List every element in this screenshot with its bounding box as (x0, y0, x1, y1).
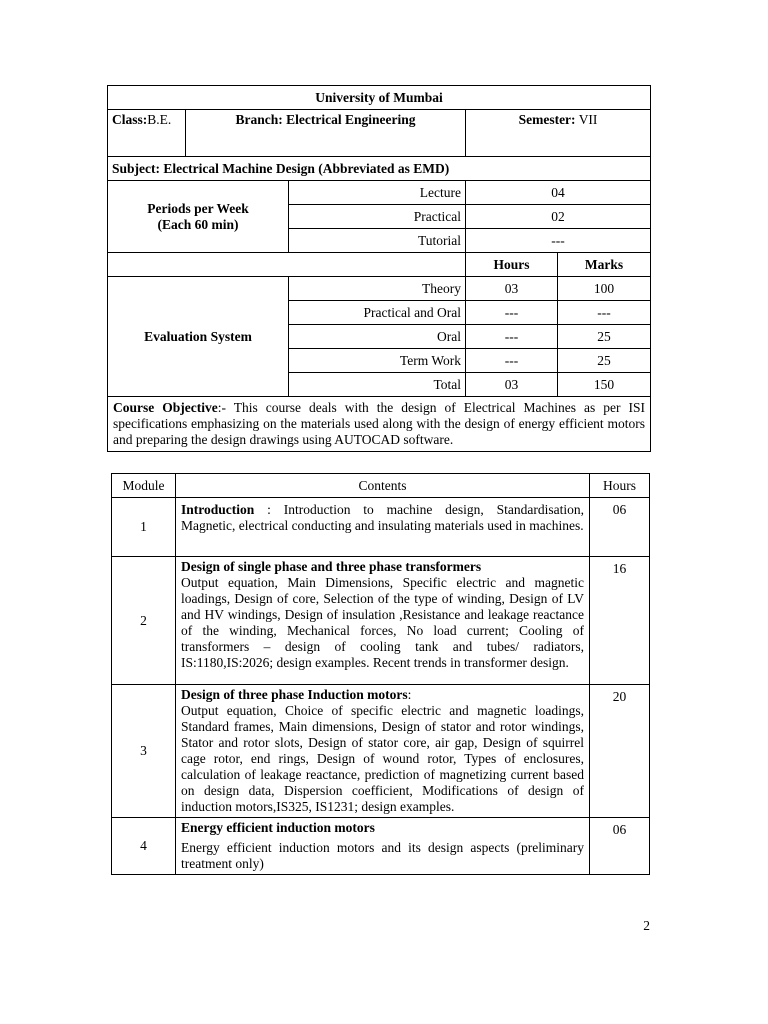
module-content: Energy efficient induction motors Energy efficient induction motors and its design aspects (preliminary treatment only) (176, 818, 590, 875)
module-header: Module (112, 474, 176, 498)
evaluation-hours: --- (466, 349, 558, 373)
evaluation-item: Term Work (289, 349, 466, 373)
hours-header: Hours (590, 474, 650, 498)
page-number: 2 (643, 918, 650, 933)
period-name: Lecture (289, 181, 466, 205)
university-title: University of Mumbai (108, 86, 651, 110)
module-hours: 20 (590, 685, 650, 818)
evaluation-hours: --- (466, 301, 558, 325)
evaluation-item: Total (289, 373, 466, 397)
module-hours: 16 (590, 557, 650, 685)
period-name: Tutorial (289, 229, 466, 253)
subject-title: Subject: Electrical Machine Design (Abbreviated as EMD) (108, 157, 651, 181)
evaluation-hours: --- (466, 325, 558, 349)
evaluation-hours: 03 (466, 277, 558, 301)
evaluation-marks: 25 (558, 349, 651, 373)
periods-label: Periods per Week (Each 60 min) (108, 181, 289, 253)
table-row (112, 818, 650, 875)
module-number: 2 (112, 557, 176, 685)
module-number: 4 (112, 818, 176, 875)
module-content: Introduction : Introduction to machine design, Standardisation, Magnetic, electrical conducting and insulating materials used in machines. (176, 498, 590, 557)
table-row (112, 498, 650, 557)
evaluation-hours: 03 (466, 373, 558, 397)
evaluation-header-blank (108, 253, 466, 277)
contents-header: Contents (176, 474, 590, 498)
course-objective: Course Objective:- This course deals with the design of Electrical Machines as per ISI specifications emphasizing on the materials used along with the design of energy efficient motors and preparing the design drawings using AUTOCAD software. (108, 397, 651, 452)
module-content: Design of single phase and three phase transformers Output equation, Main Dimensions, Specific electric and magnetic loadings, Design of core, Selection of the type of winding, Design of LV and HV windings, Design of insulation ,Resistance and leakage reactance of the winding, Mechanical forces, No load current; Cooling of transformers – design of cooling tank and tubes/ radiators, IS:1180,IS:2026; design examples. Recent trends in transformer design. (176, 557, 590, 685)
period-value: 02 (466, 205, 651, 229)
module-hours: 06 (590, 498, 650, 557)
evaluation-marks: 100 (558, 277, 651, 301)
evaluation-item: Theory (289, 277, 466, 301)
period-value: 04 (466, 181, 651, 205)
class-cell: Class:B.E. (108, 110, 186, 157)
module-content: Design of three phase Induction motors: Output equation, Choice of specific electric and magnetic loadings, Standard frames, Main dimensions, Design of stator and rotor windings, Stator and rotor slots, Design of stator core, air gap, Design of squirrel cage rotor, end rings, Design of wound rotor, Types of enclosures, calculation of leakage reactance, prediction of magnetizing current based on design data, Dispersion coefficient, Modifications of design of induction motors,IS325, IS1231; design examples. (176, 685, 590, 818)
evaluation-label: Evaluation System (108, 277, 289, 397)
modules-table (111, 473, 650, 875)
table-row (112, 685, 650, 818)
evaluation-marks: 150 (558, 373, 651, 397)
evaluation-item: Practical and Oral (289, 301, 466, 325)
semester-cell: Semester: VII (466, 110, 651, 157)
evaluation-item: Oral (289, 325, 466, 349)
evaluation-marks: --- (558, 301, 651, 325)
marks-header: Marks (558, 253, 651, 277)
module-number: 1 (112, 498, 176, 557)
period-name: Practical (289, 205, 466, 229)
syllabus-header-table (107, 85, 651, 452)
module-number: 3 (112, 685, 176, 818)
period-value: --- (466, 229, 651, 253)
evaluation-marks: 25 (558, 325, 651, 349)
module-hours: 06 (590, 818, 650, 875)
branch-cell: Branch: Electrical Engineering (186, 110, 466, 157)
hours-header: Hours (466, 253, 558, 277)
table-row (112, 557, 650, 685)
